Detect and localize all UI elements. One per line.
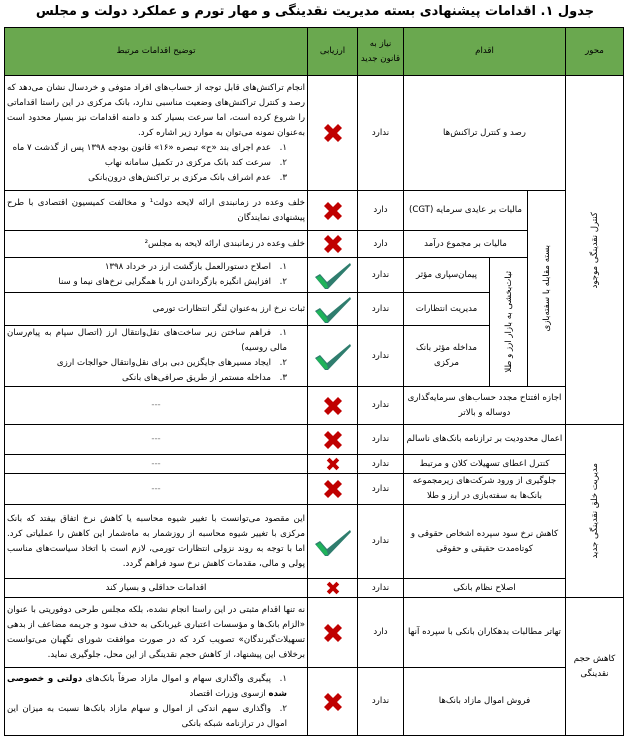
- list-item: [7, 326, 287, 356]
- list-item: [7, 260, 287, 275]
- list-text: سرعت کند بانک مرکزی در تکمیل سامانه نهاب: [104, 157, 271, 168]
- subgroup-cell-speculation: [528, 191, 566, 387]
- desc-cell: نه تنها اقدام مثبتی در این راستا انجام نشده، بلکه مجلس طرحی دوفوریتی با عنوان «الزام بانک‌ها و مؤسسات اعتباری غیربانکی به حذف سود و جریمه مضاعف از بدهی تسهیلات‌گیرندگان» تصویب کرد که در صورت موافقت شورای نگهبان می‌توانست برخلاف این پیشنهاد، از کاهش حجم نقدینگی از این محل، جلوگیری نماید.: [5, 598, 308, 668]
- header-row: [5, 28, 624, 76]
- eval-cell: [308, 76, 358, 191]
- list-text-bold: دولتی و خصوصی شده: [7, 673, 287, 699]
- list-item: [7, 171, 287, 186]
- axis-label: مدیریت خلق نقدینگی جدید: [589, 463, 600, 559]
- eval-cell: [308, 668, 358, 736]
- eval-cell: [308, 293, 358, 326]
- law-cell: ندارد: [358, 474, 404, 505]
- law-cell: ندارد: [358, 505, 404, 579]
- list-text: ایجاد مسیرهای جایگزین دبی برای نقل‌وانتقال حوالجات ارزی: [56, 358, 271, 368]
- eval-cell: [308, 258, 358, 293]
- list-item: [7, 672, 287, 702]
- cross-icon: [310, 120, 355, 146]
- check-icon: [310, 294, 355, 324]
- list-number: ۱.: [279, 673, 287, 684]
- header-action: اقدام: [404, 28, 566, 76]
- desc-cell: [5, 326, 308, 387]
- action-cell: اجازه افتتاح مجدد حساب‌های سرمایه‌گذاری دوساله و بالاتر: [404, 387, 566, 425]
- action-cell: کنترل اعطای تسهیلات کلان و مرتبط: [404, 455, 566, 474]
- list-number: ۱.: [279, 328, 287, 338]
- header-desc: توضیح اقدامات مرتبط: [5, 28, 308, 76]
- action-cell: مالیات بر مجموع درآمد: [404, 231, 528, 258]
- action-cell: رصد و کنترل تراکنش‌ها: [404, 76, 566, 191]
- eval-cell: [308, 455, 358, 474]
- list-number: ۳.: [279, 373, 287, 383]
- table-row: [5, 474, 624, 505]
- list-number: ۲.: [279, 157, 287, 168]
- subgroup-label: بسته مقابله با سفته‌بازی: [541, 245, 552, 332]
- cross-icon: [310, 231, 355, 257]
- law-cell: دارد: [358, 598, 404, 668]
- desc-list: [7, 260, 305, 290]
- table-title: جدول ۱. اقدامات پیشنهادی بسته مدیریت نقدینگی و مهار تورم و عملکرد دولت و مجلس: [35, 4, 595, 19]
- list-number: ۱.: [279, 142, 287, 153]
- cross-icon: [310, 455, 355, 473]
- measures-table: [4, 27, 624, 736]
- desc-cell: ---: [5, 425, 308, 455]
- table-row: [5, 191, 624, 231]
- action-cell: تهاتر مطالبات بدهکاران بانکی با سپرده آنها: [404, 598, 566, 668]
- desc-list: [7, 141, 305, 186]
- law-cell: ندارد: [358, 455, 404, 474]
- action-cell: اصلاح نظام بانکی: [404, 579, 566, 598]
- desc-cell: ثبات نرخ ارز به‌عنوان لنگر انتظارات تورمی: [5, 293, 308, 326]
- action-cell: اعمال محدودیت بر ترازنامه بانک‌های ناسالم: [404, 425, 566, 455]
- axis-label: کنترل نقدینگی موجود: [589, 211, 600, 289]
- action-cell: مداخله مؤثر بانک مرکزی: [404, 326, 490, 387]
- law-cell: ندارد: [358, 258, 404, 293]
- desc-cell: [5, 76, 308, 191]
- table-row: [5, 505, 624, 579]
- list-item: [7, 356, 287, 371]
- law-cell: ندارد: [358, 326, 404, 387]
- law-cell: دارد: [358, 231, 404, 258]
- eval-cell: [308, 474, 358, 505]
- list-item: [7, 275, 287, 290]
- law-cell: ندارد: [358, 76, 404, 191]
- list-number: ۱.: [279, 262, 287, 272]
- list-item: [7, 156, 287, 171]
- action-cell: کاهش نرخ سود سپرده اشخاص حقوقی و کوتاه‌مدت حقیقی و حقوقی: [404, 505, 566, 579]
- cross-icon: [310, 620, 355, 646]
- table-row: [5, 425, 624, 455]
- table-row: [5, 598, 624, 668]
- desc-cell: این مقصود می‌توانست با تغییر شیوه محاسبه یا کاهش نرخ اتفاق بیفتد که بانک مرکزی با تغییر شیوه محاسبه از روزشمار به ماه‌شمار این کاهش را عملیاتی کرد. اما با توجه به روند نزولی انتظارات تورمی، لازم است با اتخاذ سیاست‌های مناسب پولی و مالی، مقدمات کاهش نرخ سود فراهم گردد.: [5, 505, 308, 579]
- action-cell: پیمان‌سپاری مؤثر: [404, 258, 490, 293]
- list-text: اصلاح دستورالعمل بازگشت ارز در خرداد ۱۳۹۸: [104, 262, 271, 272]
- axis-cell-reduce: کاهش حجم نقدینگی: [566, 598, 624, 736]
- cross-icon: [310, 689, 355, 715]
- eval-cell: [308, 579, 358, 598]
- list-number: ۲.: [279, 277, 287, 287]
- list-text: فراهم ساختن زیر ساخت‌های نقل‌وانتقال ارز (اتصال سپام به پیام‌رسان مالی روسیه): [7, 328, 287, 353]
- action-cell: مدیریت انتظارات: [404, 293, 490, 326]
- axis-cell-existing: [566, 76, 624, 425]
- cross-icon: [310, 393, 355, 419]
- eval-cell: [308, 598, 358, 668]
- cross-icon: [310, 198, 355, 224]
- subgroup-label: ثبات‌بخشی به بازار ارز و طلا: [503, 271, 514, 373]
- list-text: عدم اجرای بند «ح» تبصره «۱۶» قانون بودجه ۱۳۹۸ پس از گذشت ۷ ماه: [12, 142, 271, 153]
- action-cell: جلوگیری از ورود شرکت‌های زیرمجموعه بانک‌ها به سفته‌بازی در ارز و طلا: [404, 474, 566, 505]
- desc-list: [7, 672, 305, 732]
- list-item: [7, 141, 287, 156]
- list-text: مداخله مستمر از طریق صرافی‌های بانکی: [121, 373, 271, 383]
- law-cell: ندارد: [358, 387, 404, 425]
- eval-cell: [308, 505, 358, 579]
- action-cell: مالیات بر عایدی سرمایه (CGT): [404, 191, 528, 231]
- desc-list: [7, 326, 305, 386]
- table-row: [5, 668, 624, 736]
- list-text: ازسوی وزرات اقتصاد: [189, 688, 269, 699]
- cross-icon: [310, 476, 355, 502]
- eval-cell: [308, 425, 358, 455]
- list-item: [7, 702, 287, 732]
- list-item: [7, 371, 287, 386]
- eval-cell: [308, 231, 358, 258]
- desc-text: انجام تراکنش‌های قابل توجه از حساب‌های افراد متوفی و خردسال نشان می‌دهد که رصد و کنترل تراکنش‌های وضعیت مناسبی ندارد، بانک مرکزی در این راستا اقداماتی را شروع کرده است، اما سرعت بسیار کند و دامنه اقدامات نیز بسیار محدود است به‌عنوان نمونه می‌توان به موارد زیر اشاره کرد.: [7, 82, 305, 138]
- eval-cell: [308, 191, 358, 231]
- list-text: واگذاری سهم اندکی از اموال و سهام مازاد بانک‌ها نسبت به میزان این اموال در ترازنامه شبکه بانکی: [7, 703, 287, 729]
- desc-cell: ---: [5, 455, 308, 474]
- cross-icon: [310, 427, 355, 453]
- subgroup-cell-fx: [490, 258, 528, 387]
- desc-cell: ---: [5, 387, 308, 425]
- list-text: افزایش انگیزه بازگرداندن ارز با همگرایی نرخ‌های نیما و سنا: [58, 277, 271, 287]
- law-cell: ندارد: [358, 425, 404, 455]
- desc-cell: خلف وعده در زمانبندی ارائه لایحه دولت¹ و مخالفت کمیسیون اقتصادی با طرح پیشنهادی نمایندگان: [5, 191, 308, 231]
- desc-cell: [5, 258, 308, 293]
- check-icon: [310, 260, 355, 290]
- desc-cell: اقدامات حداقلی و بسیار کند: [5, 579, 308, 598]
- desc-cell: ---: [5, 474, 308, 505]
- list-number: ۳.: [279, 172, 287, 183]
- law-cell: ندارد: [358, 579, 404, 598]
- table-row: [5, 455, 624, 474]
- check-icon: [310, 341, 355, 371]
- table-row: [5, 579, 624, 598]
- header-eval: ارزیابی: [308, 28, 358, 76]
- law-cell: ندارد: [358, 293, 404, 326]
- desc-cell: خلف وعده در زمانبندی ارائه لایحه به مجلس²: [5, 231, 308, 258]
- list-text: پیگیری واگذاری سهام و اموال مازاد صرفاً بانک‌های: [82, 673, 271, 684]
- axis-cell-new: [566, 425, 624, 598]
- desc-cell: [5, 668, 308, 736]
- list-number: ۲.: [279, 703, 287, 714]
- check-icon: [310, 527, 355, 557]
- table-row: [5, 387, 624, 425]
- action-cell: فروش اموال مازاد بانک‌ها: [404, 668, 566, 736]
- law-cell: دارد: [358, 191, 404, 231]
- cross-icon: [310, 579, 355, 597]
- list-number: ۲.: [279, 358, 287, 368]
- list-text: عدم اشراف بانک مرکزی بر تراکنش‌های درون‌بانکی: [88, 172, 271, 183]
- table-row: [5, 76, 624, 191]
- header-axis: محور: [566, 28, 624, 76]
- header-law: نیاز به قانون جدید: [358, 28, 404, 76]
- law-cell: ندارد: [358, 668, 404, 736]
- eval-cell: [308, 387, 358, 425]
- eval-cell: [308, 326, 358, 387]
